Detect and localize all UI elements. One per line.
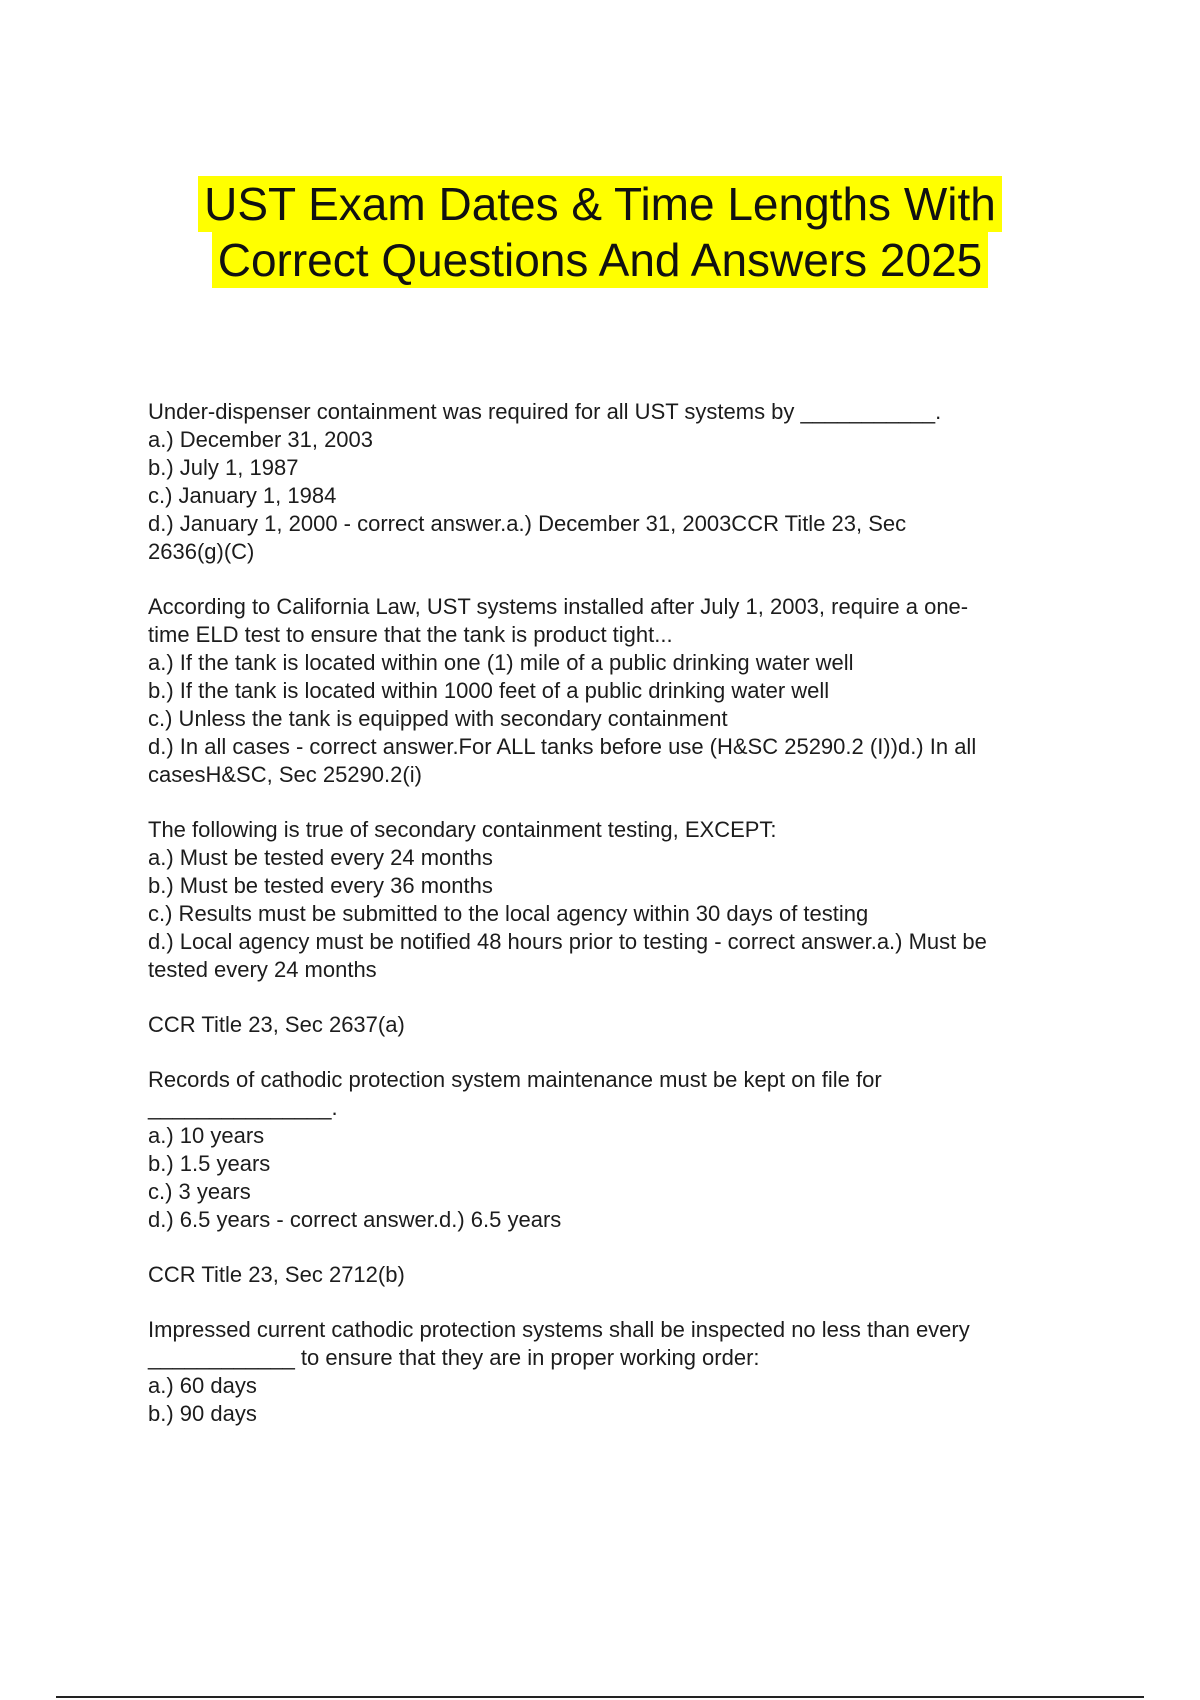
question-line: Records of cathodic protection system maintenance must be kept on file for (148, 1067, 882, 1092)
question-line: According to California Law, UST systems installed after July 1, 2003, require a one- (148, 594, 969, 619)
page-bottom-rule (56, 1696, 1144, 1698)
question-line: Impressed current cathodic protection systems shall be inspected no less than every (148, 1317, 970, 1342)
question-line: a.) December 31, 2003 (148, 427, 374, 452)
question-line: CCR Title 23, Sec 2712(b) (148, 1262, 405, 1287)
question-line: c.) Results must be submitted to the local agency within 30 days of testing (148, 901, 869, 926)
question-line: a.) 10 years (148, 1123, 265, 1148)
question-line: casesH&SC, Sec 25290.2(i) (148, 762, 422, 787)
question-line: b.) 1.5 years (148, 1151, 271, 1176)
question-line: 2636(g)(C) (148, 539, 255, 564)
question-line: c.) 3 years (148, 1179, 251, 1204)
question-line: a.) 60 days (148, 1373, 257, 1398)
question-line: ____________ to ensure that they are in proper working order: (148, 1345, 760, 1370)
question-line: d.) In all cases - correct answer.For ALL tanks before use (H&SC 25290.2 (I))d.) In all (148, 734, 977, 759)
question-line: time ELD test to ensure that the tank is product tight... (148, 622, 673, 647)
question-block (148, 1316, 1078, 1428)
question-line: c.) Unless the tank is equipped with secondary containment (148, 706, 728, 731)
title-line-2: Correct Questions And Answers 2025 (212, 232, 989, 288)
question-line: b.) If the tank is located within 1000 feet of a public drinking water well (148, 678, 830, 703)
question-line: Under-dispenser containment was required for all UST systems by ___________. (148, 399, 942, 424)
question-line: b.) July 1, 1987 (148, 455, 299, 480)
question-line: _______________. (148, 1095, 338, 1120)
question-line: CCR Title 23, Sec 2637(a) (148, 1012, 405, 1037)
question-line: d.) 6.5 years - correct answer.d.) 6.5 years (148, 1207, 562, 1232)
question-line: tested every 24 months (148, 957, 377, 982)
question-block (148, 816, 1078, 984)
question-line: d.) Local agency must be notified 48 hours prior to testing - correct answer.a.) Must be (148, 929, 987, 954)
question-block (148, 1066, 1078, 1234)
question-line: d.) January 1, 2000 - correct answer.a.) December 31, 2003CCR Title 23, Sec (148, 511, 907, 536)
question-block (148, 1011, 1078, 1039)
document-body (148, 398, 1078, 1455)
question-block (148, 1261, 1078, 1289)
question-block (148, 593, 1078, 789)
question-line: a.) If the tank is located within one (1) mile of a public drinking water well (148, 650, 854, 675)
document-title (0, 176, 1200, 288)
question-line: The following is true of secondary containment testing, EXCEPT: (148, 817, 777, 842)
question-line: b.) 90 days (148, 1401, 257, 1426)
question-block (148, 398, 1078, 566)
question-line: a.) Must be tested every 24 months (148, 845, 493, 870)
question-line: b.) Must be tested every 36 months (148, 873, 493, 898)
question-line: c.) January 1, 1984 (148, 483, 337, 508)
title-line-1: UST Exam Dates & Time Lengths With (198, 176, 1002, 232)
